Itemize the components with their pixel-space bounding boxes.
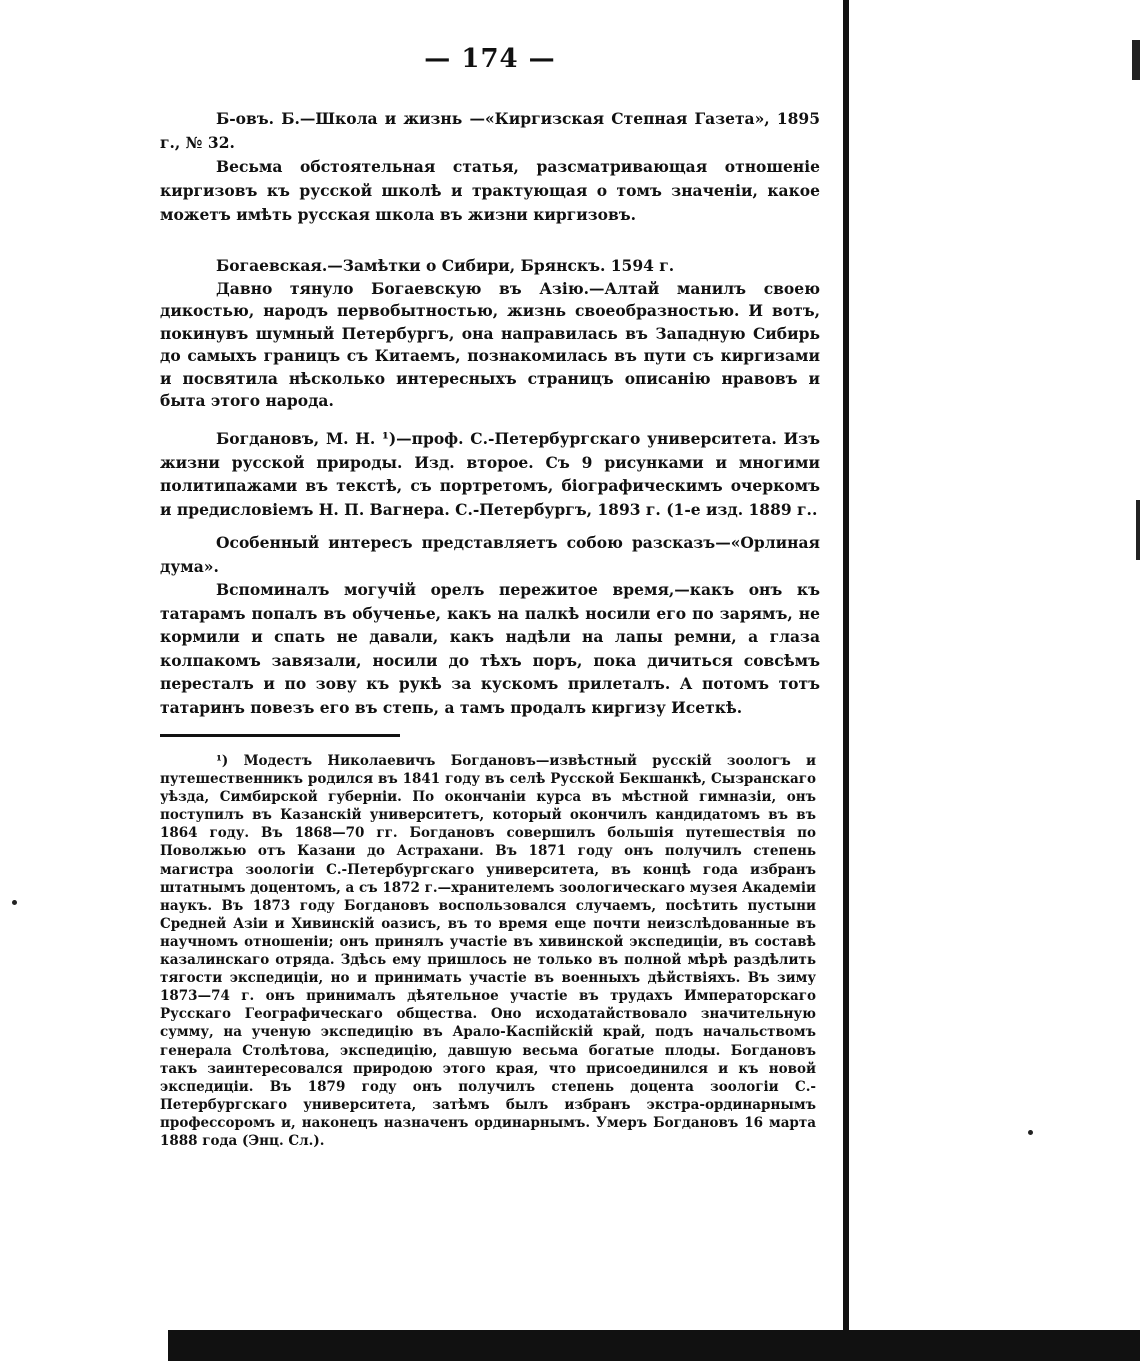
scan-edge-mark — [1136, 500, 1140, 560]
footnote: ¹) Модестъ Николаевичъ Богдановъ—извѣстный русскій зоологъ и путешественникъ родился въ 1841 году въ селѣ Русской Бекшанкѣ, Сызранскаго уѣзда, Симбирской губерніи. По окончаніи курса въ мѣстной гимназіи, онъ поступилъ въ Казанскій университетъ, который окончилъ кандидатомъ въ въ 1864 году. Въ 1868—70 гг. Богдановъ совершилъ большія путешествія по Поволжью отъ Казани до Астрахани. Въ 1871 году онъ получилъ степень магистра зоологіи С.-Петербургскаго университета, въ концѣ года избранъ штатнымъ доцентомъ, а съ 1872 г.—хранителемъ зоологическаго музея Академіи наукъ. Въ 1873 году Богдановъ воспользовался случаемъ, посѣтить пустыни Средней Азіи и Хивинскій оазисъ, въ то время еще почти неизслѣдованные въ научномъ отношеніи; онъ принялъ участіе въ хивинской экспедиціи, въ составѣ казалинскаго отряда. Здѣсь ему пришлось не только въ полной мѣрѣ раздѣлить тягости экспедиціи, но и принимать участіе въ военныхъ дѣйствіяхъ. Въ зиму 1873—74 г. онъ принималъ дѣятельное участіе въ трудахъ Императорскаго Русскаго Географическаго общества. Оно исходатайствовало значительную сумму, на ученую экспедицію въ Арало-Каспійскій край, подъ начальствомъ генерала Столѣтова, экспедицію, давшую весьма богатые плоды. Богдановъ такъ заинтересовался природою этого края, что присоединился и къ новой экспедиціи. Въ 1879 году онъ получилъ степень доцента зоологіи С.-Петербургскаго университета, затѣмъ былъ избранъ экстра-ординарнымъ профессоромъ и, наконецъ назначенъ ординарнымъ. Умеръ Богдановъ 16 марта 1888 года (Энц. Сл.). — [160, 753, 816, 1149]
scan-edge-mark — [1132, 40, 1140, 80]
page-number: — 174 — — [424, 44, 556, 74]
entry-annotation: Особенный интересъ представляетъ собою разсказъ—«Орлиная дума». — [160, 533, 820, 576]
page-edge-rule — [843, 0, 849, 1361]
bottom-scan-border — [168, 1330, 1140, 1361]
footnote-separator — [160, 734, 400, 737]
scan-speck — [1028, 1130, 1033, 1135]
entry-quote: Вспоминалъ могучій орелъ пережитое время,—какъ онъ къ татарамъ попалъ въ обученье, какъ на палкѣ носили его по зарямъ, не кормили и спать не давали, какъ надѣли на лапы ремни, а глаза колпакомъ завязали, носили до тѣхъ поръ, пока дичиться совсѣмъ пересталъ и по зову къ рукѣ за кускомъ прилеталъ. А потомъ тотъ татаринъ повезъ его въ степь, а тамъ продалъ киргизу Исеткѣ. — [160, 580, 820, 717]
entry-heading: Б-овъ. Б.—Школа и жизнь —«Киргизская Степная Газета», 1895 г., № 32. — [160, 109, 820, 152]
bibliography-entry-1 — [160, 107, 820, 227]
bibliography-entry-2 — [160, 255, 820, 413]
scan-speck — [12, 900, 17, 905]
entry-heading: Богдановъ, М. Н. ¹)—проф. С.-Петербургскаго университета. Изъ жизни русской природы. Изд. второе. Съ 9 рисунками и многими политипажами въ текстѣ, съ портретомъ, біографическимъ очеркомъ и предисловіемъ Н. П. Вагнера. С.-Петербургъ, 1893 г. (1-е изд. 1889 г.. — [160, 429, 820, 519]
entry-heading: Богаевская.—Замѣтки о Сибири, Брянскъ. 1594 г. — [216, 256, 675, 275]
entry-annotation: Давно тянуло Богаевскую въ Азію.—Алтай манилъ своею дикостью, народъ первобытностью, жизнь своеобразностью. И вотъ, покинувъ шумный Петербургъ, она направилась въ Западную Сибирь до самыхъ границъ съ Китаемъ, познакомилась въ пути съ киргизами и посвятила нѣсколько интересныхъ страницъ описанію нравовъ и быта этого народа. — [160, 278, 820, 410]
bibliography-entry-3 — [160, 427, 820, 719]
entry-annotation: Весьма обстоятельная статья, разсматривающая отношеніе киргизовъ къ русской школѣ и трактующая о томъ значеніи, какое можетъ имѣть русская школа въ жизни киргизовъ. — [160, 157, 820, 224]
